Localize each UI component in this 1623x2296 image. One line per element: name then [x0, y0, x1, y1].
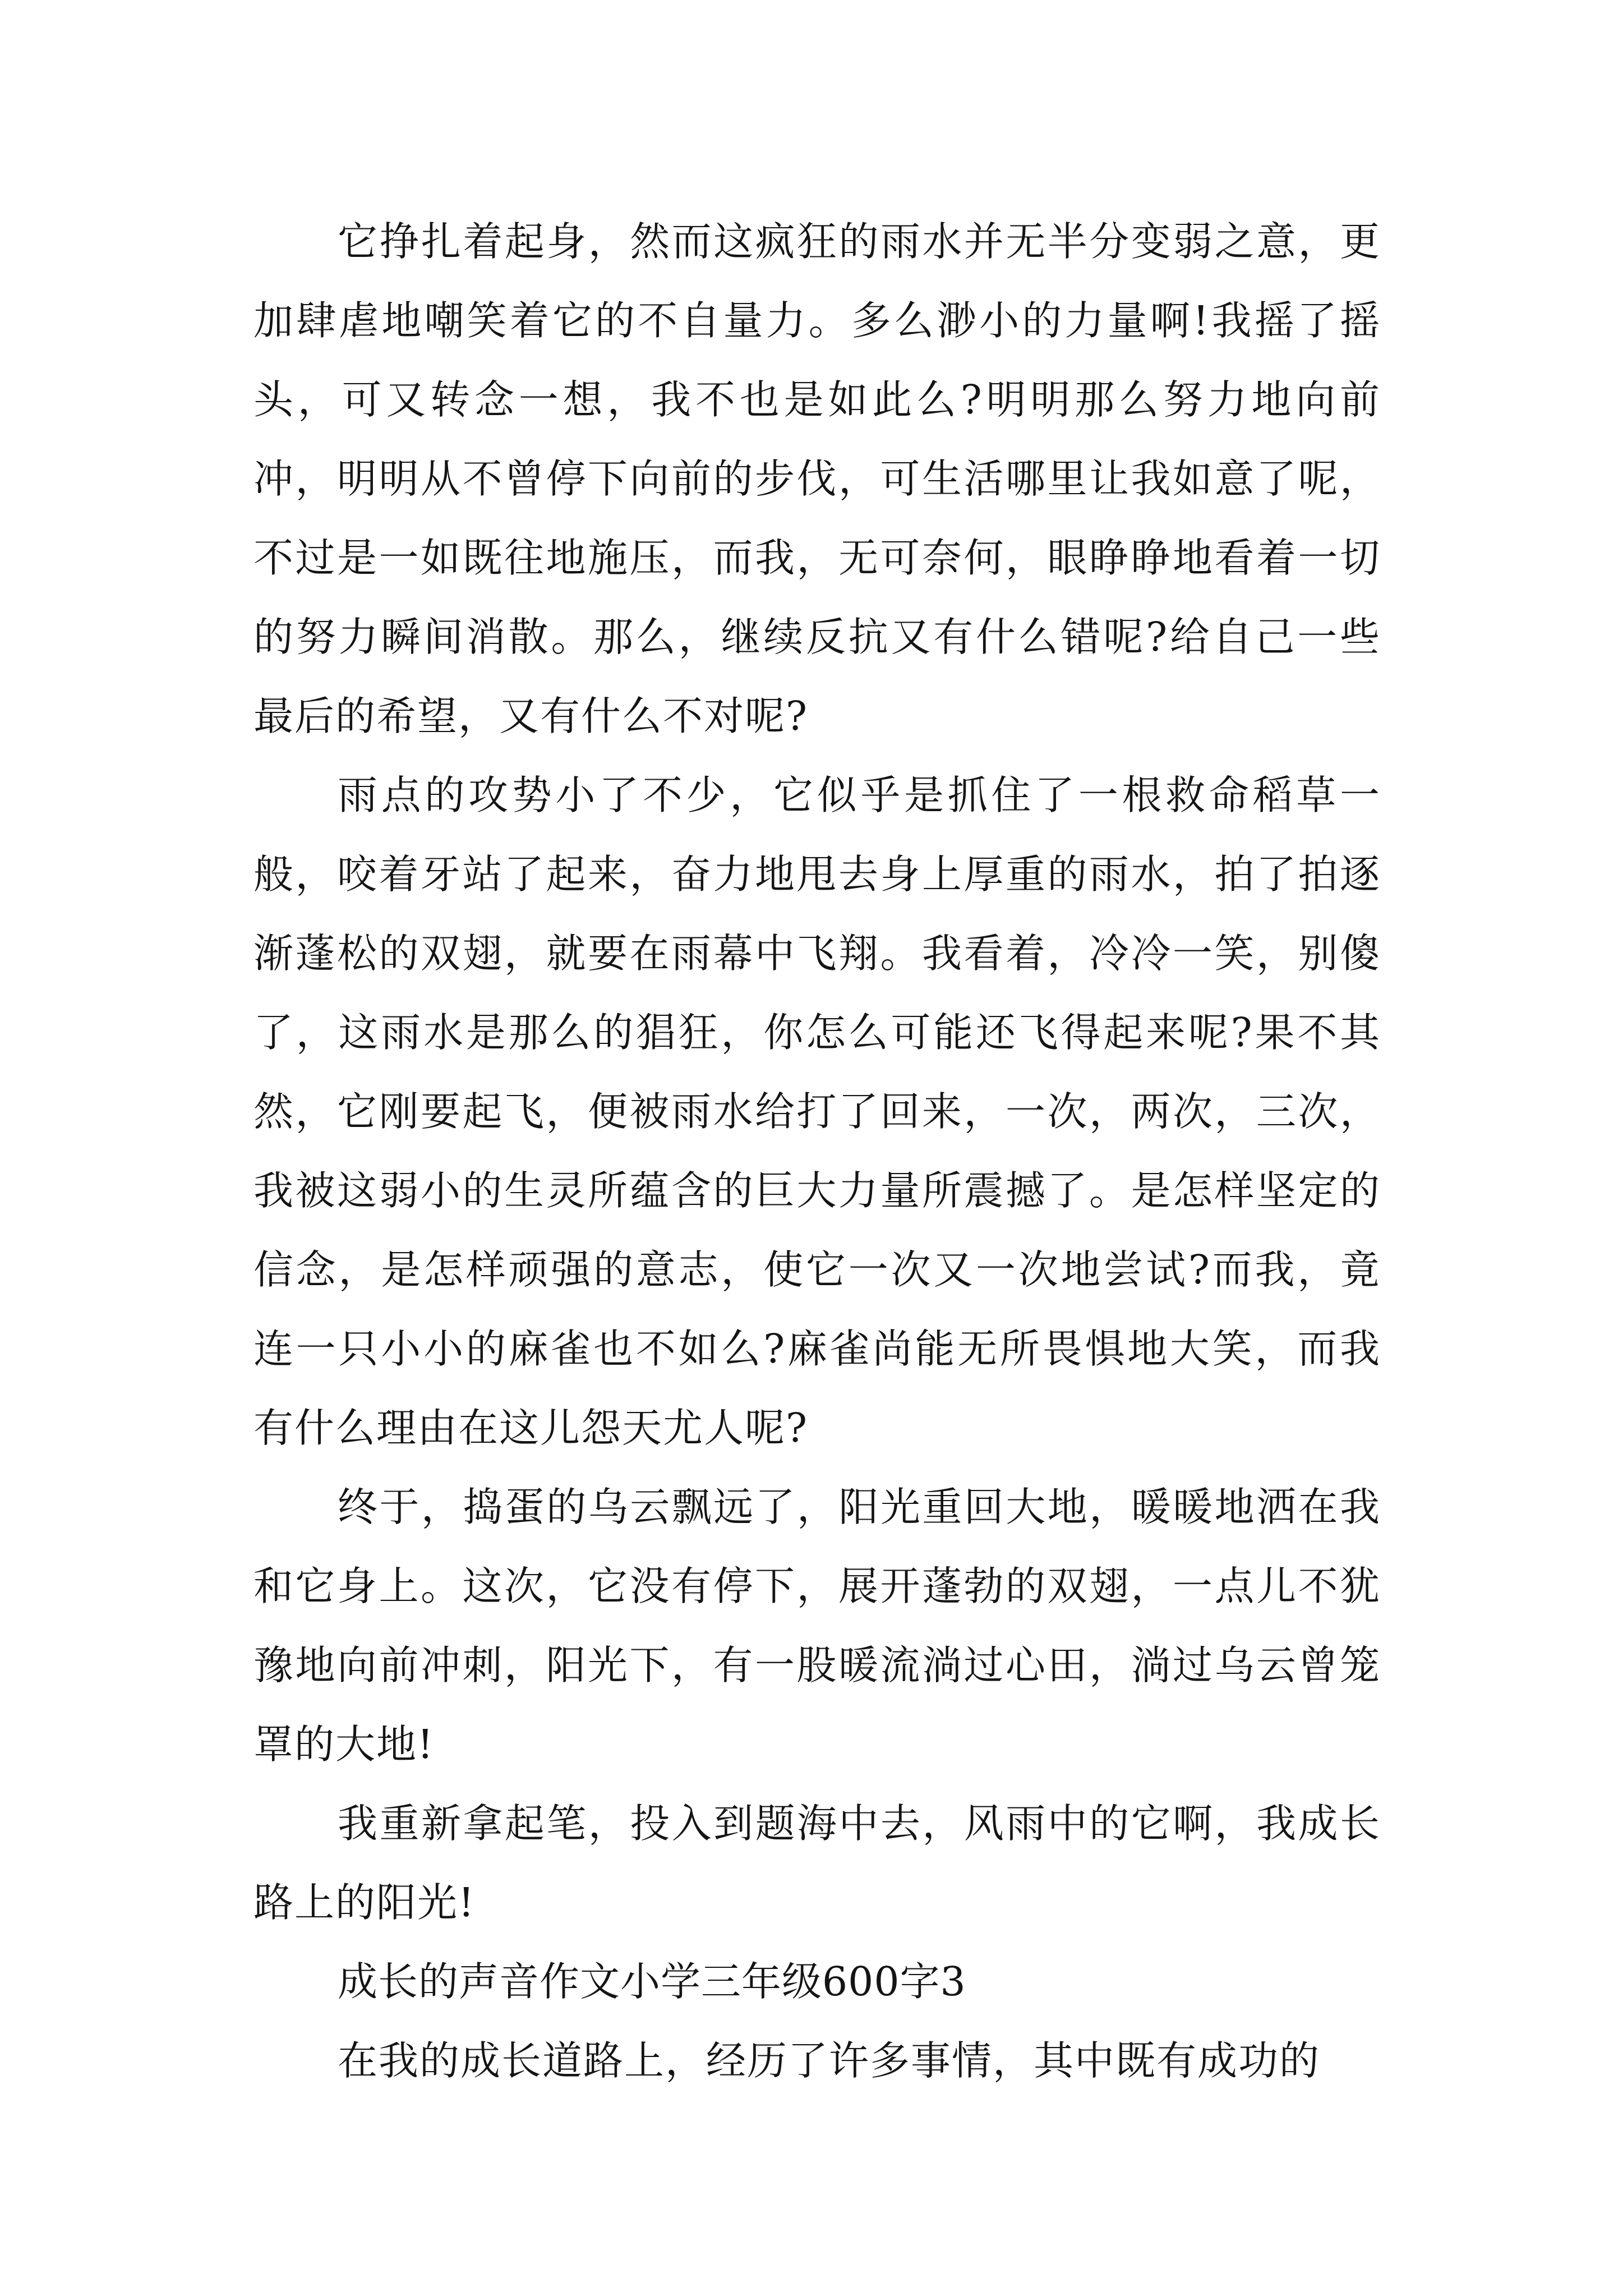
document-body	[253, 202, 1381, 2100]
paragraph-1: 它挣扎着起身，然而这疯狂的雨水并无半分变弱之意，更加肆虐地嘲笑着它的不自量力。多么渺小的力量啊!我摇了摇头，可又转念一想，我不也是如此么?明明那么努力地向前冲，明明从不曾停下向前的步伐，可生活哪里让我如意了呢，不过是一如既往地施压，而我，无可奈何，眼睁睁地看着一切的努力瞬间消散。那么，继续反抗又有什么错呢?给自己一些最后的希望，又有什么不对呢?	[253, 218, 1381, 739]
paragraph-3: 终于，捣蛋的乌云飘远了，阳光重回大地，暖暖地洒在我和它身上。这次，它没有停下，展开蓬勃的双翅，一点儿不犹豫地向前冲刺，阳光下，有一股暖流淌过心田，淌过乌云曾笼罩的大地!	[253, 1484, 1381, 1768]
paragraph-2: 雨点的攻势小了不少，它似乎是抓住了一根救命稻草一般，咬着牙站了起来，奋力地甩去身上厚重的雨水，拍了拍逐渐蓬松的双翅，就要在雨幕中飞翔。我看着，冷冷一笑，别傻了，这雨水是那么的猖狂，你怎么可能还飞得起来呢?果不其然，它刚要起飞，便被雨水给打了回来，一次，两次，三次，我被这弱小的生灵所蕴含的巨大力量所震撼了。是怎样坚定的信念，是怎样顽强的意志，使它一次又一次地尝试?而我，竟连一只小小的麻雀也不如么?麻雀尚能无所畏惧地大笑，而我有什么理由在这儿怨天尤人呢?	[253, 772, 1381, 1451]
paragraph-5: 在我的成长道路上，经历了许多事情，其中既有成功的	[338, 2037, 1321, 2084]
paragraph-4: 我重新拿起笔，投入到题海中去，风雨中的它啊，我成长路上的阳光!	[253, 1800, 1381, 1926]
section-heading: 成长的声音作文小学三年级600字3	[338, 1958, 966, 2005]
